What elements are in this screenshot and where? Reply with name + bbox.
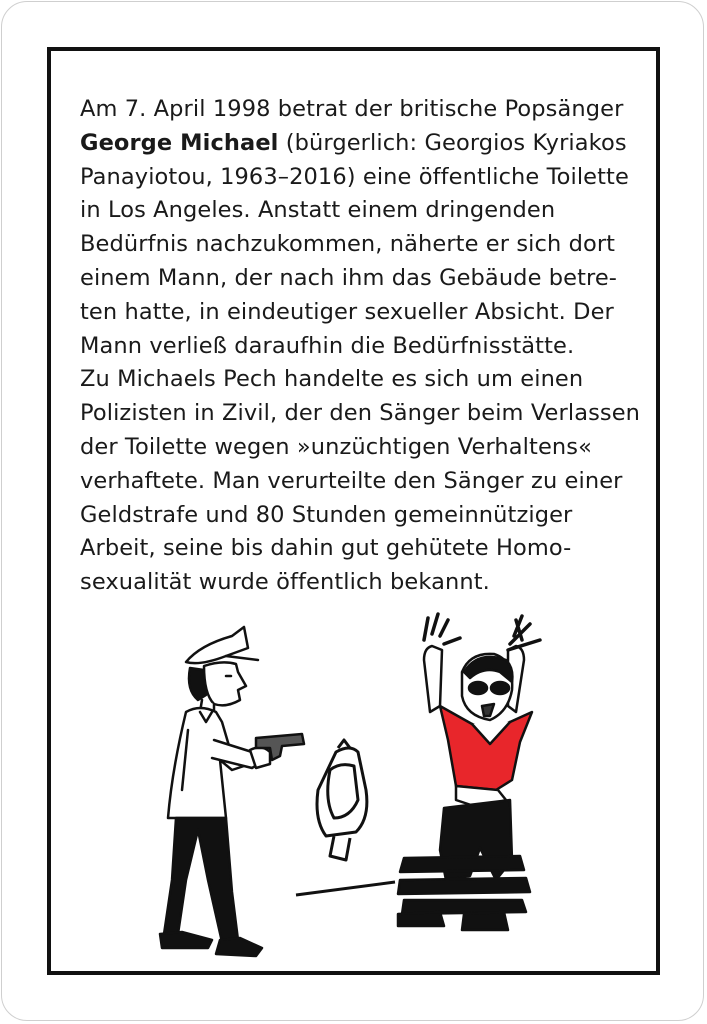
story-line: Panayiotou, 1963–2016) eine öffentliche Toilette: [80, 163, 629, 190]
story-line: der Toilette wegen »unzüchtigen Verhaltens«: [80, 433, 592, 460]
floor-line: [296, 882, 395, 895]
left-hand: [424, 614, 460, 644]
story-line: einem Mann, der nach ihm das Gebäude betre-: [80, 264, 618, 291]
singer-figure: [398, 614, 540, 930]
singer-name: George Michael: [80, 129, 279, 156]
story-line-rest: (bürgerlich: Georgios Kyriakos: [278, 129, 627, 156]
story-line: Arbeit, seine bis dahin gut gehütete Homo-: [80, 535, 572, 562]
police-trousers: [164, 818, 238, 942]
story-line: in Los Angeles. Anstatt einem dringenden: [80, 197, 556, 224]
story-line: ten hatte, in eindeutiger sexueller Absicht. Der: [80, 298, 614, 325]
story-line: Bedürfnis nachzukommen, näherte er sich dort: [80, 231, 616, 258]
story-line: verhaftete. Man verurteilte den Sänger zu einer: [80, 467, 623, 494]
policeman-figure: [160, 627, 304, 956]
story-line: sexualität wurde öffentlich bekannt.: [80, 569, 490, 596]
story-line: Polizisten in Zivil, der den Sänger beim Verlassen: [80, 400, 641, 427]
story-line: Am 7. April 1998 betrat der britische Popsänger: [80, 96, 624, 122]
story-line: Geldstrafe und 80 Stunden gemeinnütziger: [80, 501, 573, 528]
right-hand: [508, 616, 540, 650]
story-line: Mann verließ daraufhin die Bedürfnisstätte.: [80, 332, 575, 359]
story-line: Zu Michaels Pech handelte es sich um einen: [80, 366, 584, 393]
urinal: [317, 740, 367, 860]
sunglasses: [469, 682, 487, 694]
